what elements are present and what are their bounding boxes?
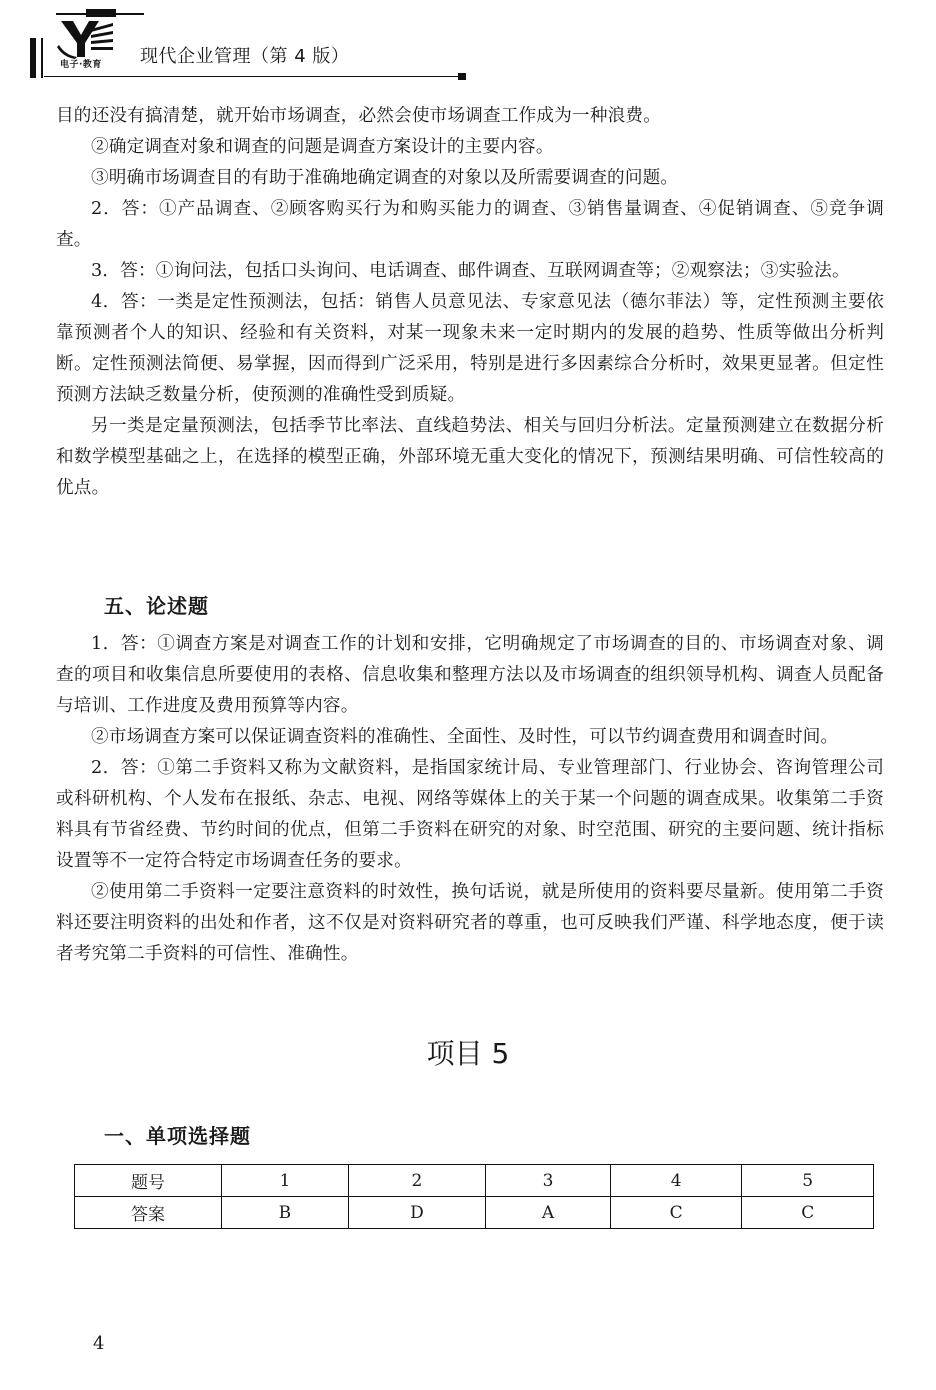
paragraph: 另一类是定量预测法，包括季节比率法、直线趋势法、相关与回归分析法。定量预测建立在数据分析和数学模型基础之上，在选择的模型正确，外部环境无重大变化的情况下，预测结果明确、可信性较高的优点。 <box>56 416 884 498</box>
table-row-label: 题号 <box>75 1165 222 1197</box>
project-title: 项目 5 <box>426 1037 510 1070</box>
table-cell-answer: C <box>610 1197 742 1229</box>
book-title: 现代企业管理（第 4 版） <box>140 46 350 67</box>
paragraph: 4．答：一类是定性预测法，包括：销售人员意见法、专家意见法（德尔菲法）等，定性预测主要依靠预测者个人的知识、经验和有关资料，对某一现象未来一定时期内的发展的趋势、性质等做出分析判断。定性预测法简便、易掌握，因而得到广泛采用，特别是进行多因素综合分析时，效果更显著。但定性预测方法缺乏数量分析，使预测的准确性受到质疑。 <box>56 292 884 405</box>
table-cell-answer: B <box>222 1197 349 1229</box>
paragraph: 2．答：①第二手资料又称为文献资料，是指国家统计局、专业管理部门、行业协会、咨询管理公司或科研机构、个人发布在报纸、杂志、电视、网络等媒体上的关于某一个问题的调查成果。收集第二手资料具有节省经费、节约时间的优点，但第二手资料在研究的对象、时空范围、研究的主要问题、统计指标设置等不一定符合特定市场调查任务的要求。 <box>56 758 884 871</box>
table-cell-question: 2 <box>348 1165 485 1197</box>
paragraph: ③明确市场调查目的有助于准确地确定调查的对象以及所需要调查的问题。 <box>91 168 679 188</box>
header-bottom-rule <box>44 76 462 77</box>
table-cell-question: 3 <box>486 1165 611 1197</box>
table-cell-question: 1 <box>222 1165 349 1197</box>
body-text-essay <box>56 629 884 970</box>
table-cell-answer: C <box>742 1197 874 1229</box>
table-row-questions <box>75 1165 874 1197</box>
paragraph: 1．答：①调查方案是对调查工作的计划和安排，它明确规定了市场调查的目的、市场调查对象、调查的项目和收集信息所要使用的表格、信息收集和整理方法以及市场调查的组织领导机构、调查人员配备与培训、工作进度及费用预算等内容。 <box>56 634 884 716</box>
table-cell-answer: A <box>486 1197 611 1229</box>
page-number: 4 <box>93 1333 105 1354</box>
logo-caption: 电子·教育 <box>60 60 102 70</box>
paragraph: ②使用第二手资料一定要注意资料的时效性，换句话说，就是所使用的资料要尽量新。使用第二手资料还要注明资料的出处和作者，这不仅是对资料研究者的尊重，也可反映我们严谨、科学地态度，便于读者考究第二手资料的可信性、准确性。 <box>56 882 884 964</box>
table-row-answers <box>75 1197 874 1229</box>
paragraph: 2．答：①产品调查、②顾客购买行为和购买能力的调查、③销售量调查、④促销调查、⑤竞争调查。 <box>56 199 884 250</box>
table-cell-question: 4 <box>610 1165 742 1197</box>
header-thick-bar <box>30 38 36 78</box>
running-header <box>0 0 936 90</box>
paragraph: 目的还没有搞清楚，就开始市场调查，必然会使市场调查工作成为一种浪费。 <box>56 106 661 126</box>
section-title-essay: 五、论述题 <box>104 594 209 618</box>
answer-table <box>74 1164 874 1229</box>
header-thin-bar <box>41 38 43 78</box>
table-cell-answer: D <box>348 1197 485 1229</box>
table-cell-question: 5 <box>742 1165 874 1197</box>
paragraph: ②市场调查方案可以保证调查资料的准确性、全面性、及时性，可以节约调查费用和调查时间。 <box>91 727 839 747</box>
paragraph: ②确定调查对象和调查的问题是调查方案设计的主要内容。 <box>91 137 554 157</box>
body-text-top <box>56 101 884 504</box>
section-title-single-choice: 一、单项选择题 <box>104 1124 251 1148</box>
paragraph: 3．答：①询问法，包括口头询问、电话调查、邮件调查、互联网调查等；②观察法；③实验法。 <box>91 261 850 281</box>
header-rule-end <box>458 73 466 80</box>
table-row-label: 答案 <box>75 1197 222 1229</box>
